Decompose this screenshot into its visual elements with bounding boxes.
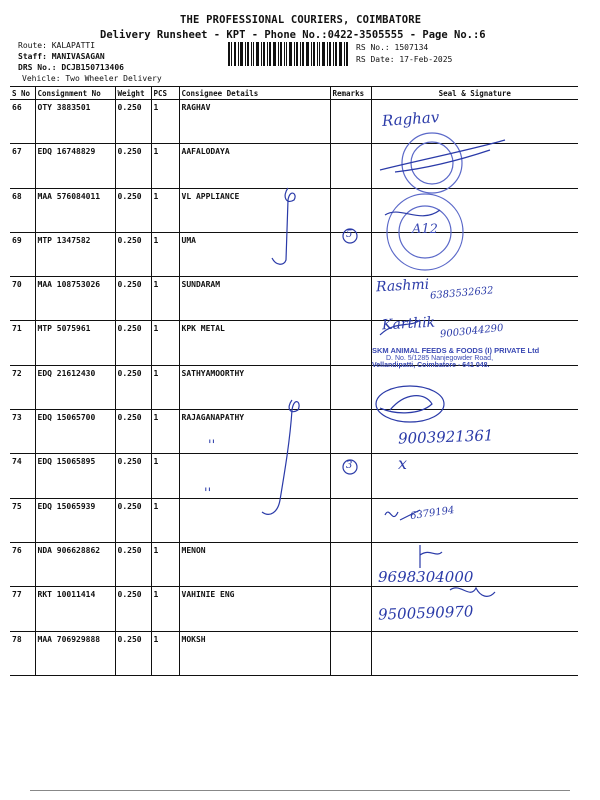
row-signature xyxy=(371,232,578,276)
row-remarks xyxy=(330,365,371,409)
col-consignee: Consignee Details xyxy=(179,87,330,100)
ditto-75: '' xyxy=(204,486,212,501)
row-weight: 0.250 xyxy=(115,631,151,675)
row-remarks xyxy=(330,321,371,365)
row-sno: 69 xyxy=(10,232,35,276)
row-consignee: RAGHAV xyxy=(179,100,330,144)
phone-70: 6383532632 xyxy=(429,285,494,302)
row-weight: 0.250 xyxy=(115,277,151,321)
row-pcs: 1 xyxy=(151,498,179,542)
row-sno: 70 xyxy=(10,277,35,321)
row-remarks xyxy=(330,498,371,542)
drs-label: DRS No.: DCJB150713406 xyxy=(18,63,124,72)
row-signature xyxy=(371,498,578,542)
row-sno: 74 xyxy=(10,454,35,498)
row-pcs: 1 xyxy=(151,188,179,232)
row-signature xyxy=(371,631,578,675)
row-consignment: OTY 3883501 xyxy=(35,100,115,144)
col-consignment: Consignment No xyxy=(35,87,115,100)
rs-number: RS No.: 1507134 xyxy=(356,43,429,52)
table-row xyxy=(10,454,578,498)
row-weight: 0.250 xyxy=(115,498,151,542)
row-consignment: EDQ 21612430 xyxy=(35,365,115,409)
row-signature xyxy=(371,365,578,409)
row-weight: 0.250 xyxy=(115,188,151,232)
table-row xyxy=(10,542,578,586)
row-consignment: EDQ 15065939 xyxy=(35,498,115,542)
row-weight: 0.250 xyxy=(115,321,151,365)
stamp-text-69: A12 xyxy=(412,222,438,237)
row-consignee xyxy=(179,454,330,498)
row-consignment: NDA 906628862 xyxy=(35,542,115,586)
row-sno: 67 xyxy=(10,144,35,188)
row-consignee: RAJAGANAPATHY xyxy=(179,410,330,454)
sig-raghav: Raghav xyxy=(381,108,440,130)
row-consignment: RKT 10011414 xyxy=(35,587,115,631)
row-sno: 66 xyxy=(10,100,35,144)
table-row xyxy=(10,498,578,542)
page-bottom-rule xyxy=(30,790,570,791)
row-weight: 0.250 xyxy=(115,542,151,586)
table-row xyxy=(10,277,578,321)
table-row xyxy=(10,144,578,188)
row-pcs: 1 xyxy=(151,100,179,144)
row-weight: 0.250 xyxy=(115,100,151,144)
row-weight: 0.250 xyxy=(115,587,151,631)
row-pcs: 1 xyxy=(151,631,179,675)
stamp-line-2: D. No. 5/1285 Nanjegowder Road, xyxy=(386,355,494,362)
remark-75: 3 xyxy=(346,460,353,471)
col-remarks: Remarks xyxy=(330,87,371,100)
sig-rashmi: Rashmi xyxy=(375,276,430,296)
row-pcs: 1 xyxy=(151,277,179,321)
col-pcs: PCS xyxy=(151,87,179,100)
row-weight: 0.250 xyxy=(115,410,151,454)
row-consignee: VL APPLIANCE xyxy=(179,188,330,232)
table-row xyxy=(10,631,578,675)
staff-label: Staff: MANIVASAGAN xyxy=(18,52,105,61)
row-sno: 68 xyxy=(10,188,35,232)
row-sno: 78 xyxy=(10,631,35,675)
row-consignee: MENON xyxy=(179,542,330,586)
row-consignee xyxy=(179,498,330,542)
row-pcs: 1 xyxy=(151,321,179,365)
row-consignee: VAHINIE ENG xyxy=(179,587,330,631)
col-signature: Seal & Signature xyxy=(371,87,578,100)
row-consignee: SATHYAMOORTHY xyxy=(179,365,330,409)
phone-77: 9698304000 xyxy=(378,568,474,586)
row-signature xyxy=(371,144,578,188)
row-pcs: 1 xyxy=(151,410,179,454)
row-signature xyxy=(371,188,578,232)
table-row xyxy=(10,587,578,631)
row-remarks xyxy=(330,542,371,586)
barcode xyxy=(228,42,348,66)
phone-76: 6379194 xyxy=(409,504,456,523)
company-stamp-72 xyxy=(372,346,582,369)
table-header-row xyxy=(10,87,578,100)
row-weight: 0.250 xyxy=(115,144,151,188)
row-remarks xyxy=(330,188,371,232)
row-consignment: MAA 706929888 xyxy=(35,631,115,675)
row-remarks xyxy=(330,410,371,454)
row-consignment: EDQ 15065700 xyxy=(35,410,115,454)
row-pcs: 1 xyxy=(151,542,179,586)
row-consignment: MAA 576084011 xyxy=(35,188,115,232)
row-sno: 72 xyxy=(10,365,35,409)
row-remarks xyxy=(330,144,371,188)
table-row xyxy=(10,188,578,232)
phone-71: 9003044290 xyxy=(439,322,505,341)
phone-78: 9500590970 xyxy=(377,602,474,624)
runsheet-subtitle: Delivery Runsheet - KPT - Phone No.:0422-3505555 - Page No.:6 xyxy=(100,29,486,41)
row-consignment: MTP 1347582 xyxy=(35,232,115,276)
row-pcs: 1 xyxy=(151,587,179,631)
row-consignment: EDQ 16748829 xyxy=(35,144,115,188)
table-row xyxy=(10,100,578,144)
row-weight: 0.250 xyxy=(115,232,151,276)
table-row xyxy=(10,232,578,276)
row-remarks xyxy=(330,631,371,675)
col-sno: S No xyxy=(10,87,35,100)
row-pcs: 1 xyxy=(151,454,179,498)
row-sno: 76 xyxy=(10,542,35,586)
row-sno: 75 xyxy=(10,498,35,542)
mark-75: x xyxy=(398,454,408,473)
row-pcs: 1 xyxy=(151,144,179,188)
ditto-74: '' xyxy=(208,438,216,453)
row-weight: 0.250 xyxy=(115,454,151,498)
row-remarks xyxy=(330,587,371,631)
vehicle-label: Vehicle: Two Wheeler Delivery xyxy=(22,74,162,83)
row-consignee: SUNDARAM xyxy=(179,277,330,321)
remark-69: 5 xyxy=(346,229,353,240)
row-sno: 73 xyxy=(10,410,35,454)
table-row xyxy=(10,365,578,409)
col-weight: Weight xyxy=(115,87,151,100)
row-consignee: UMA xyxy=(179,232,330,276)
row-consignment: MAA 108753026 xyxy=(35,277,115,321)
row-remarks xyxy=(330,100,371,144)
delivery-table xyxy=(10,86,578,676)
row-consignee: MOKSH xyxy=(179,631,330,675)
sig-karthik: Karthik xyxy=(381,314,436,334)
company-title: THE PROFESSIONAL COURIERS, COIMBATORE xyxy=(180,14,422,26)
row-consignee: KPK METAL xyxy=(179,321,330,365)
stamp-line-3: Vellandipatti, Coimbatore - 641 048. xyxy=(372,362,490,369)
row-sno: 71 xyxy=(10,321,35,365)
row-pcs: 1 xyxy=(151,232,179,276)
rs-date: RS Date: 17-Feb-2025 xyxy=(356,55,453,64)
row-remarks xyxy=(330,277,371,321)
route-label: Route: KALAPATTI xyxy=(18,41,96,50)
row-pcs: 1 xyxy=(151,365,179,409)
row-consignment: MTP 5075961 xyxy=(35,321,115,365)
row-sno: 77 xyxy=(10,587,35,631)
row-consignment: EDQ 15065895 xyxy=(35,454,115,498)
row-weight: 0.250 xyxy=(115,365,151,409)
stamp-line-1: SKM ANIMAL FEEDS & FOODS (I) PRIVATE Ltd xyxy=(372,346,540,355)
phone-74: 9003921361 xyxy=(397,426,494,448)
row-consignee: AAFALODAYA xyxy=(179,144,330,188)
